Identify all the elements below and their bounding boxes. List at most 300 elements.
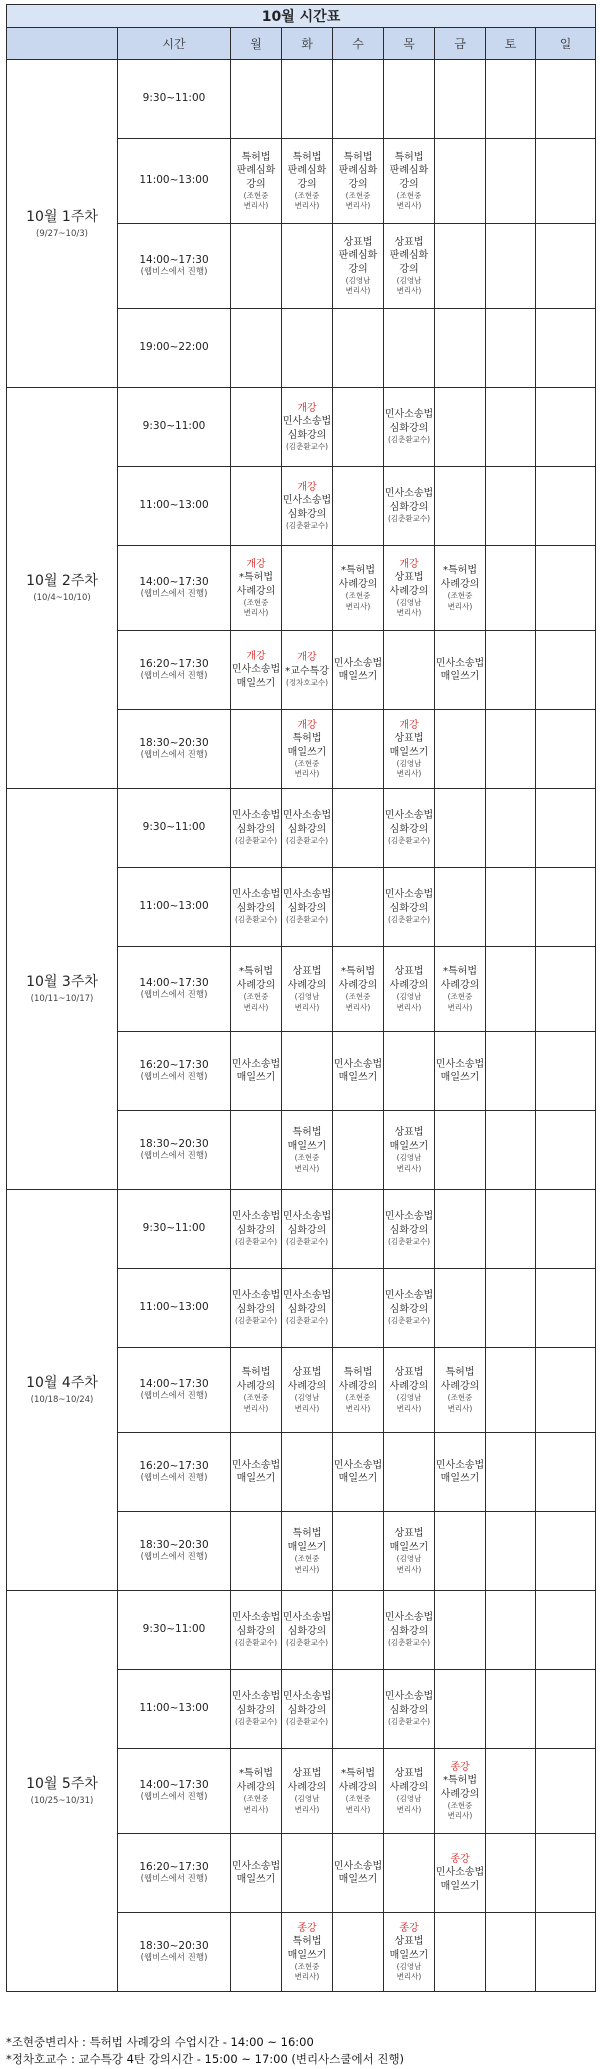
- class-name-line: 사례강의: [440, 578, 480, 590]
- class-cell-fri: [435, 789, 486, 868]
- class-name-line: *특허법: [443, 1775, 477, 1787]
- time-cell: [118, 139, 231, 224]
- class-name-line: 사례강의: [287, 1781, 327, 1793]
- class-cell-sun: [536, 1190, 596, 1269]
- class-cell-sat: [486, 224, 536, 309]
- class-name-line: 사례강의: [338, 979, 378, 991]
- class-name-line: 심화강의: [389, 1625, 429, 1637]
- time-cell: [118, 546, 231, 631]
- time-note: (웹비스에서 진행): [140, 990, 208, 1001]
- instructor-name: 변리사): [447, 601, 473, 611]
- instructor-name: (김춘환교수): [387, 514, 431, 524]
- header-sat: 토: [486, 28, 536, 60]
- time-cell: [118, 1834, 231, 1913]
- instructor-name: 변리사): [345, 1403, 371, 1413]
- header-row: [7, 28, 596, 60]
- class-name-line: 매일쓰기: [287, 746, 327, 758]
- instructor-name: (정차호교수): [285, 678, 329, 688]
- class-cell-fri: [435, 1348, 486, 1433]
- class-cell-wed: [333, 710, 384, 789]
- class-cell-thu: [384, 1834, 435, 1913]
- class-name-line: 매일쓰기: [389, 1541, 429, 1553]
- time-range: 18:30~20:30: [139, 1939, 209, 1952]
- class-name-line: 심화강의: [287, 508, 327, 520]
- instructor-name: 변리사): [243, 201, 269, 211]
- week-label: [7, 1591, 118, 1992]
- class-name-line: 특허법: [394, 151, 424, 163]
- class-cell-sun: [536, 710, 596, 789]
- table-row: [7, 388, 596, 467]
- class-cell-tue: [282, 1670, 333, 1749]
- time-range: 16:20~17:30: [139, 657, 209, 670]
- status-badge: 개강: [297, 652, 317, 664]
- class-cell-wed: [333, 1032, 384, 1111]
- class-name-line: 상표법: [343, 236, 373, 248]
- instructor-name: 변리사): [243, 1002, 269, 1012]
- instructor-name: (김춘환교수): [285, 1638, 329, 1648]
- class-cell-mon: [231, 224, 282, 309]
- class-cell-mon: [231, 1913, 282, 1992]
- status-badge: 개강: [297, 402, 317, 414]
- instructor-name: 변리사): [345, 1002, 371, 1012]
- class-cell-fri: [435, 631, 486, 710]
- class-name-line: 사례강의: [338, 1781, 378, 1793]
- class-name-line: 매일쓰기: [440, 1072, 480, 1083]
- time-range: 9:30~11:00: [142, 420, 206, 433]
- class-cell-sun: [536, 388, 596, 467]
- class-cell-fri: [435, 1591, 486, 1670]
- week-dates: (10/18~10/24): [30, 1395, 94, 1406]
- class-name-line: 상표법: [292, 1768, 322, 1780]
- instructor-name: 변리사): [396, 1564, 422, 1574]
- class-cell-thu: [384, 388, 435, 467]
- status-badge: 종강: [450, 1853, 470, 1865]
- class-name-line: 민사소송법: [231, 664, 281, 676]
- class-cell-thu: [384, 467, 435, 546]
- instructor-name: (김영남: [396, 1153, 422, 1163]
- instructor-name: (김춘환교수): [234, 1237, 278, 1247]
- time-note: (웹비스에서 진행): [140, 1874, 208, 1885]
- instructor-name: (김춘환교수): [387, 1237, 431, 1247]
- footnotes: [6, 2034, 404, 2068]
- class-cell-wed: [333, 1591, 384, 1670]
- time-range: 14:00~17:30: [139, 253, 209, 266]
- instructor-name: 변리사): [294, 1002, 320, 1012]
- class-cell-wed: [333, 868, 384, 947]
- time-note: (웹비스에서 진행): [140, 750, 208, 761]
- instructor-name: (조현중: [294, 1153, 320, 1163]
- class-cell-sun: [536, 1269, 596, 1348]
- class-name-line: 매일쓰기: [389, 746, 429, 758]
- class-name-line: 특허법: [292, 1127, 322, 1139]
- time-cell: [118, 1190, 231, 1269]
- class-cell-tue: [282, 1269, 333, 1348]
- week-dates: (9/27~10/3): [36, 228, 88, 239]
- class-cell-tue: [282, 309, 333, 388]
- class-name-line: 사례강의: [389, 1781, 429, 1793]
- time-cell: [118, 1032, 231, 1111]
- class-cell-fri: [435, 1512, 486, 1591]
- instructor-name: (조현중: [345, 191, 371, 201]
- time-note: (웹비스에서 진행): [140, 1792, 208, 1803]
- class-name-line: 판례심화: [338, 250, 378, 262]
- class-cell-thu: [384, 1670, 435, 1749]
- class-name-line: 심화강의: [287, 902, 327, 914]
- class-cell-sun: [536, 1834, 596, 1913]
- class-cell-mon: [231, 1348, 282, 1433]
- class-name-line: 심화강의: [389, 1303, 429, 1315]
- class-cell-tue: [282, 1190, 333, 1269]
- class-cell-fri: [435, 467, 486, 546]
- class-cell-mon: [231, 1433, 282, 1512]
- instructor-name: (조현중: [345, 1393, 371, 1403]
- instructor-name: 변리사): [396, 286, 422, 296]
- instructor-name: 변리사): [294, 1163, 320, 1173]
- week-dates: (10/25~10/31): [30, 1796, 94, 1807]
- class-cell-sat: [486, 947, 536, 1032]
- class-name-line: 민사소송법: [282, 810, 332, 822]
- class-name-line: 강의: [348, 178, 368, 190]
- class-cell-sat: [486, 868, 536, 947]
- class-name-line: 매일쓰기: [338, 671, 378, 682]
- instructor-name: 변리사): [294, 1804, 320, 1814]
- class-cell-fri: [435, 1749, 486, 1834]
- class-name-line: 강의: [297, 178, 317, 190]
- class-cell-wed: [333, 546, 384, 631]
- class-name-line: 사례강의: [338, 578, 378, 590]
- class-name-line: 심화강의: [287, 429, 327, 441]
- header-fri: 금: [435, 28, 486, 60]
- instructor-name: (김춘환교수): [285, 915, 329, 925]
- class-cell-sat: [486, 388, 536, 467]
- class-name-line: 민사소송법: [231, 1691, 281, 1703]
- time-note: (웹비스에서 진행): [140, 1072, 208, 1083]
- class-name-line: 민사소송법: [282, 1691, 332, 1703]
- class-name-line: 매일쓰기: [236, 1473, 276, 1484]
- class-cell-fri: [435, 546, 486, 631]
- class-name-line: *특허법: [443, 966, 477, 978]
- class-name-line: 사례강의: [389, 979, 429, 991]
- class-cell-tue: [282, 1591, 333, 1670]
- class-cell-mon: [231, 1834, 282, 1913]
- instructor-name: (조현중: [243, 1393, 269, 1403]
- class-cell-thu: [384, 224, 435, 309]
- instructor-name: 변리사): [447, 1403, 473, 1413]
- class-cell-fri: [435, 1670, 486, 1749]
- class-name-line: 강의: [246, 178, 266, 190]
- class-name-line: 사례강의: [440, 1380, 480, 1392]
- class-cell-sat: [486, 1348, 536, 1433]
- time-range: 9:30~11:00: [142, 92, 206, 105]
- instructor-name: 변리사): [294, 1403, 320, 1413]
- class-name-line: *특허법: [341, 966, 375, 978]
- class-cell-tue: [282, 710, 333, 789]
- time-cell: [118, 60, 231, 139]
- time-range: 9:30~11:00: [142, 1623, 206, 1636]
- time-range: 14:00~17:30: [139, 1778, 209, 1791]
- class-cell-thu: [384, 631, 435, 710]
- class-name-line: 특허법: [343, 151, 373, 163]
- class-cell-sun: [536, 1433, 596, 1512]
- time-range: 14:00~17:30: [139, 1377, 209, 1390]
- instructor-name: 변리사): [294, 1972, 320, 1982]
- class-name-line: 심화강의: [389, 1224, 429, 1236]
- class-cell-tue: [282, 947, 333, 1032]
- instructor-name: (조현중: [294, 759, 320, 769]
- class-name-line: 상표법: [292, 1367, 322, 1379]
- table-title: 10월 시간표: [7, 5, 596, 28]
- class-name-line: 매일쓰기: [338, 1874, 378, 1885]
- class-cell-tue: [282, 60, 333, 139]
- class-cell-sun: [536, 1670, 596, 1749]
- time-range: 16:20~17:30: [139, 1459, 209, 1472]
- class-cell-thu: [384, 947, 435, 1032]
- class-name-line: 심화강의: [389, 501, 429, 513]
- class-cell-tue: [282, 631, 333, 710]
- footnote: *조현중변리사 : 특허법 사례강의 수업시간 - 14:00 ~ 16:00: [6, 2035, 314, 2049]
- instructor-name: 변리사): [294, 1564, 320, 1574]
- class-cell-tue: [282, 1834, 333, 1913]
- class-cell-fri: [435, 309, 486, 388]
- time-range: 18:30~20:30: [139, 736, 209, 749]
- instructor-name: (김춘환교수): [285, 442, 329, 452]
- class-cell-tue: [282, 1111, 333, 1190]
- instructor-name: (김춘환교수): [234, 836, 278, 846]
- time-note: (웹비스에서 진행): [140, 589, 208, 600]
- class-cell-wed: [333, 1348, 384, 1433]
- class-name-line: 매일쓰기: [287, 1541, 327, 1553]
- instructor-name: 변리사): [396, 1403, 422, 1413]
- class-cell-thu: [384, 868, 435, 947]
- class-name-line: 상표법: [394, 1936, 424, 1948]
- class-cell-sat: [486, 710, 536, 789]
- class-cell-sun: [536, 60, 596, 139]
- class-name-line: 민사소송법: [384, 1691, 434, 1703]
- class-name-line: 판례심화: [338, 165, 378, 177]
- class-name-line: 민사소송법: [435, 657, 485, 669]
- class-name-line: 민사소송법: [384, 1290, 434, 1302]
- instructor-name: (김영남: [396, 1962, 422, 1972]
- class-name-line: 민사소송법: [282, 1290, 332, 1302]
- instructor-name: (김영남: [294, 1393, 320, 1403]
- class-cell-thu: [384, 1032, 435, 1111]
- class-cell-mon: [231, 388, 282, 467]
- instructor-name: 변리사): [294, 201, 320, 211]
- class-cell-sun: [536, 139, 596, 224]
- class-name-line: 판례심화: [236, 165, 276, 177]
- header-time: 시간: [118, 28, 231, 60]
- class-cell-mon: [231, 1269, 282, 1348]
- class-name-line: 심화강의: [287, 1625, 327, 1637]
- time-range: 18:30~20:30: [139, 1137, 209, 1150]
- class-name-line: 사례강의: [287, 979, 327, 991]
- class-cell-thu: [384, 60, 435, 139]
- class-cell-sun: [536, 1111, 596, 1190]
- time-cell: [118, 1913, 231, 1992]
- time-range: 11:00~13:00: [139, 900, 209, 913]
- class-cell-sun: [536, 546, 596, 631]
- class-cell-fri: [435, 1433, 486, 1512]
- class-name-line: 민사소송법: [384, 1612, 434, 1624]
- class-name-line: 심화강의: [389, 422, 429, 434]
- instructor-name: (조현중: [243, 191, 269, 201]
- class-cell-wed: [333, 1190, 384, 1269]
- class-cell-tue: [282, 1032, 333, 1111]
- class-name-line: *특허법: [341, 565, 375, 577]
- class-cell-wed: [333, 1670, 384, 1749]
- instructor-name: 변리사): [396, 608, 422, 618]
- class-cell-wed: [333, 309, 384, 388]
- class-cell-sun: [536, 224, 596, 309]
- time-cell: [118, 789, 231, 868]
- class-cell-thu: [384, 1749, 435, 1834]
- status-badge: 개강: [246, 650, 266, 662]
- time-cell: [118, 868, 231, 947]
- week-title: 10월 5주차: [26, 1776, 98, 1793]
- class-name-line: 상표법: [394, 1528, 424, 1540]
- class-cell-thu: [384, 1190, 435, 1269]
- class-cell-sat: [486, 1111, 536, 1190]
- class-cell-wed: [333, 1433, 384, 1512]
- class-cell-wed: [333, 631, 384, 710]
- class-cell-fri: [435, 1190, 486, 1269]
- instructor-name: (조현중: [396, 191, 422, 201]
- class-name-line: 심화강의: [236, 902, 276, 914]
- instructor-name: (김영남: [396, 598, 422, 608]
- class-cell-sat: [486, 1433, 536, 1512]
- class-name-line: 민사소송법: [384, 810, 434, 822]
- class-cell-mon: [231, 1749, 282, 1834]
- time-note: (웹비스에서 진행): [140, 1473, 208, 1484]
- time-note: (웹비스에서 진행): [140, 1391, 208, 1402]
- class-name-line: 심화강의: [287, 1704, 327, 1716]
- class-name-line: 매일쓰기: [338, 1072, 378, 1083]
- class-name-line: 민사소송법: [435, 1867, 485, 1879]
- class-cell-wed: [333, 388, 384, 467]
- class-name-line: 심화강의: [236, 1303, 276, 1315]
- class-name-line: 민사소송법: [282, 1612, 332, 1624]
- class-cell-sun: [536, 1913, 596, 1992]
- instructor-name: (조현중: [243, 992, 269, 1002]
- instructor-name: (조현중: [345, 992, 371, 1002]
- instructor-name: (김영남: [396, 1794, 422, 1804]
- class-name-line: 민사소송법: [231, 1290, 281, 1302]
- class-cell-sun: [536, 1749, 596, 1834]
- class-cell-thu: [384, 1433, 435, 1512]
- class-name-line: 심화강의: [389, 902, 429, 914]
- class-name-line: 민사소송법: [384, 889, 434, 901]
- class-name-line: 심화강의: [287, 1224, 327, 1236]
- class-name-line: *특허법: [239, 966, 273, 978]
- class-name-line: 상표법: [394, 1768, 424, 1780]
- time-note: (웹비스에서 진행): [140, 267, 208, 278]
- class-cell-sun: [536, 1591, 596, 1670]
- instructor-name: (김춘환교수): [387, 915, 431, 925]
- class-name-line: 강의: [399, 178, 419, 190]
- instructor-name: (김영남: [396, 276, 422, 286]
- instructor-name: (김춘환교수): [387, 1316, 431, 1326]
- class-name-line: 특허법: [241, 1367, 271, 1379]
- class-cell-tue: [282, 388, 333, 467]
- header-mon: 월: [231, 28, 282, 60]
- table-row: [7, 789, 596, 868]
- instructor-name: (조현중: [447, 1801, 473, 1811]
- class-cell-mon: [231, 1512, 282, 1591]
- class-name-line: 사례강의: [236, 585, 276, 597]
- class-cell-wed: [333, 1269, 384, 1348]
- time-cell: [118, 388, 231, 467]
- class-cell-mon: [231, 710, 282, 789]
- class-cell-tue: [282, 1348, 333, 1433]
- instructor-name: (조현중: [294, 1554, 320, 1564]
- class-name-line: 상표법: [394, 1367, 424, 1379]
- class-cell-sun: [536, 1512, 596, 1591]
- instructor-name: 변리사): [345, 601, 371, 611]
- class-name-line: 상표법: [394, 1127, 424, 1139]
- class-name-line: 판례심화: [287, 165, 327, 177]
- instructor-name: (김영남: [396, 1393, 422, 1403]
- week-title: 10월 3주차: [26, 974, 98, 991]
- schedule-body: [7, 60, 596, 1992]
- status-badge: 종강: [450, 1761, 470, 1773]
- instructor-name: 변리사): [345, 286, 371, 296]
- class-name-line: 민사소송법: [231, 1860, 281, 1872]
- class-cell-mon: [231, 309, 282, 388]
- class-cell-mon: [231, 467, 282, 546]
- class-cell-mon: [231, 60, 282, 139]
- class-cell-sat: [486, 1670, 536, 1749]
- class-name-line: 민사소송법: [231, 810, 281, 822]
- class-name-line: 민사소송법: [231, 1211, 281, 1223]
- class-cell-tue: [282, 224, 333, 309]
- schedule-table: [6, 4, 596, 1992]
- class-cell-fri: [435, 710, 486, 789]
- instructor-name: (조현중: [243, 1794, 269, 1804]
- class-name-line: 민사소송법: [282, 889, 332, 901]
- class-cell-sun: [536, 309, 596, 388]
- class-cell-mon: [231, 546, 282, 631]
- class-cell-wed: [333, 1834, 384, 1913]
- class-name-line: 매일쓰기: [236, 1072, 276, 1083]
- class-name-line: 민사소송법: [231, 889, 281, 901]
- class-name-line: 강의: [399, 263, 419, 275]
- class-name-line: 민사소송법: [231, 1058, 281, 1070]
- class-name-line: 심화강의: [236, 1625, 276, 1637]
- class-name-line: 민사소송법: [282, 495, 332, 507]
- class-cell-mon: [231, 1591, 282, 1670]
- time-range: 14:00~17:30: [139, 976, 209, 989]
- time-note: (웹비스에서 진행): [140, 1552, 208, 1563]
- status-badge: 개강: [399, 719, 419, 731]
- class-cell-mon: [231, 1670, 282, 1749]
- time-cell: [118, 1348, 231, 1433]
- instructor-name: (김춘환교수): [234, 1717, 278, 1727]
- time-cell: [118, 224, 231, 309]
- time-cell: [118, 1269, 231, 1348]
- class-name-line: 매일쓰기: [440, 1880, 480, 1892]
- class-cell-fri: [435, 60, 486, 139]
- class-cell-wed: [333, 789, 384, 868]
- status-badge: 개강: [246, 558, 266, 570]
- instructor-name: 변리사): [396, 1804, 422, 1814]
- class-cell-wed: [333, 1512, 384, 1591]
- class-cell-sat: [486, 60, 536, 139]
- class-cell-fri: [435, 947, 486, 1032]
- class-name-line: 심화강의: [389, 1704, 429, 1716]
- class-cell-mon: [231, 631, 282, 710]
- class-cell-wed: [333, 1913, 384, 1992]
- class-name-line: 매일쓰기: [389, 1140, 429, 1152]
